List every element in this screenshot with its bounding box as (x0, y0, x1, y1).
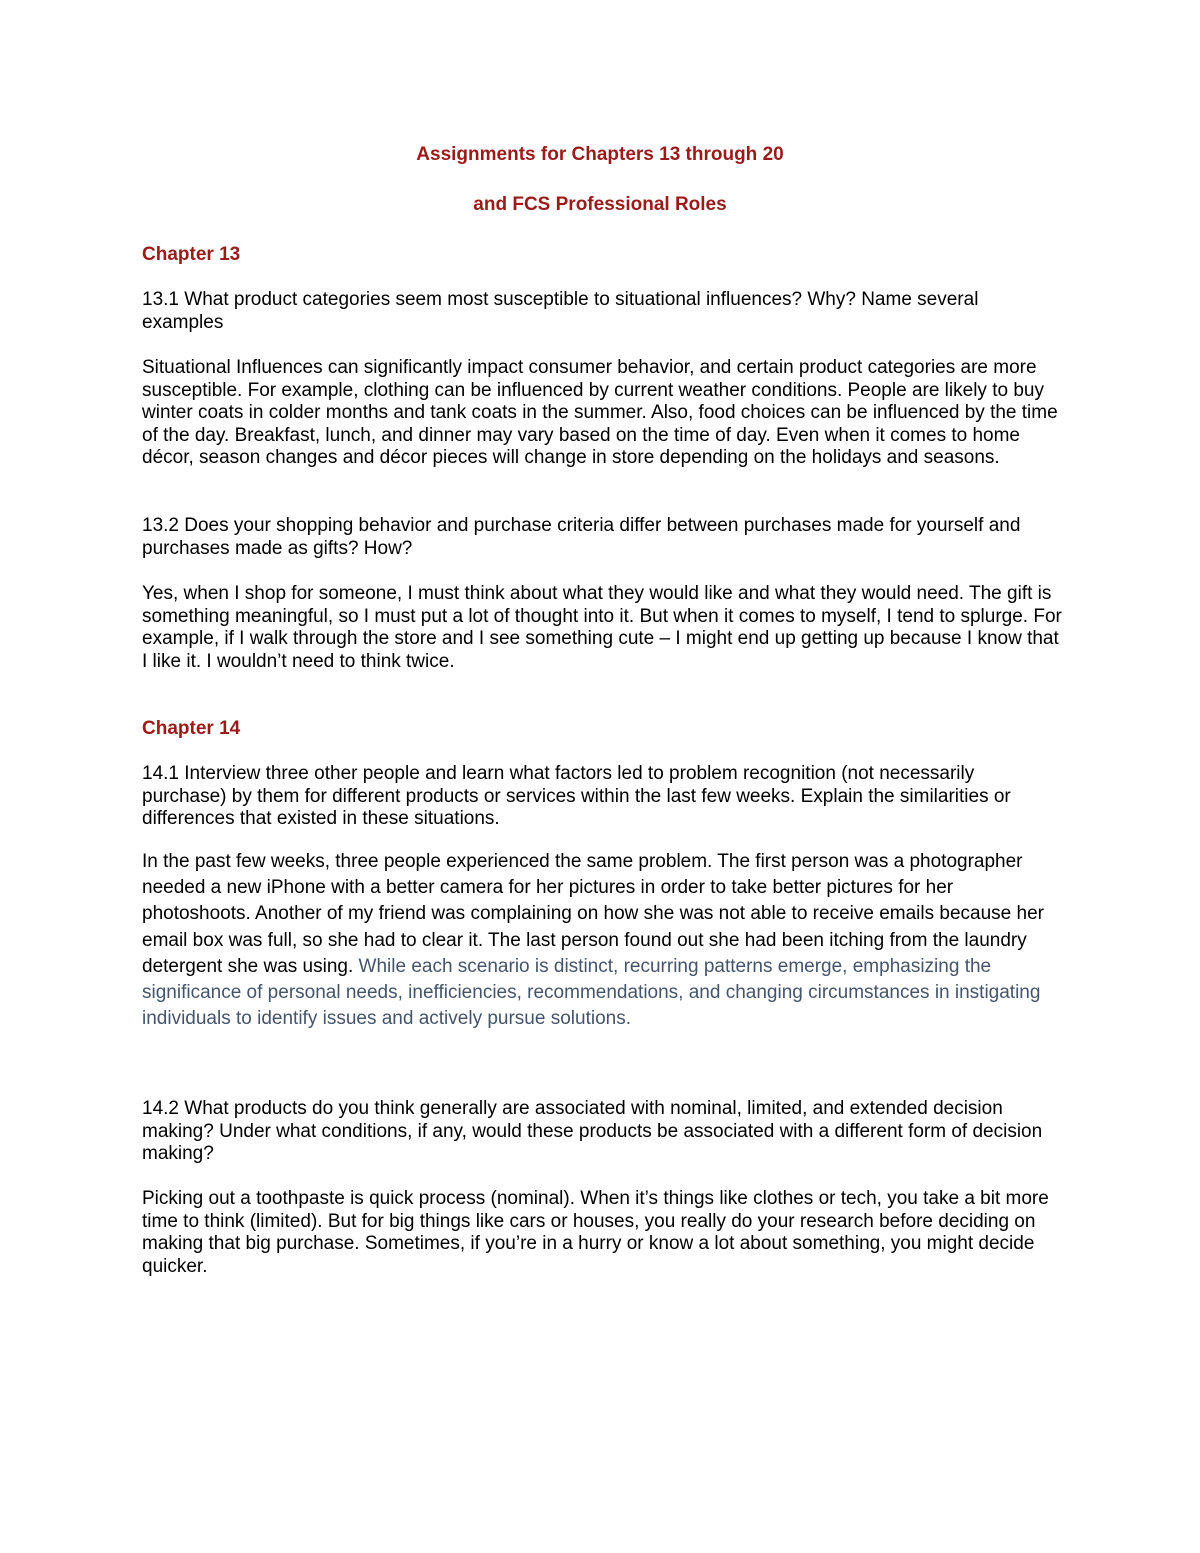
document-title-line-1: Assignments for Chapters 13 through 20 (416, 144, 784, 165)
document-title-line-2: and FCS Professional Roles (473, 194, 727, 215)
answer-14-1-main: In the past few weeks, three people experienced the same problem. The first person was a photographer needed a new iPhone with a better camera for her pictures in order to take better pictures for her photoshoots. Another of my friend was complaining on how she was not able to receive emails because her email box was full, so she had to clear it. The last person found out she had been itching from the laundry detergent she was using. (142, 851, 1044, 977)
question-13-2: 13.2 Does your shopping behavior and purchase criteria differ between purchases made for yourself and purchases made as gifts? How? (142, 515, 1021, 559)
answer-13-2: Yes, when I shop for someone, I must think about what they would like and what they would need. The gift is something meaningful, so I must put a lot of thought into it. But when it comes to myself, I tend to splurge. For example, if I walk through the store and I see something cute – I might end up getting up because I know that I like it. I wouldn’t need to think twice. (142, 583, 1062, 672)
answer-14-1 (142, 849, 1062, 1032)
question-14-2: 14.2 What products do you think generally are associated with nominal, limited, and extended decision making? Under what conditions, if any, would these products be associated with a different form of decision making? (142, 1098, 1043, 1165)
question-13-1: 13.1 What product categories seem most susceptible to situational influences? Why? Name several examples (142, 289, 979, 333)
chapter-14-heading: Chapter 14 (142, 718, 241, 739)
answer-13-1: Situational Influences can significantly impact consumer behavior, and certain product categories are more susceptible. For example, clothing can be influenced by current weather conditions. People are likely to buy winter coats in colder months and tank coats in the summer. Also, food choices can be influenced by the time of the day. Breakfast, lunch, and dinner may vary based on the time of day. Even when it comes to home décor, season changes and décor pieces will change in store depending on the holidays and seasons. (142, 357, 1058, 469)
chapter-13-heading: Chapter 13 (142, 244, 241, 265)
question-14-1: 14.1 Interview three other people and learn what factors led to problem recognition (not necessarily purchase) by them for different products or services within the last few weeks. Explain the similarities or differences that existed in these situations. (142, 763, 1011, 830)
answer-14-2: Picking out a toothpaste is quick process (nominal). When it’s things like clothes or tech, you take a bit more time to think (limited). But for big things like cars or houses, you really do your research before deciding on making that big purchase. Sometimes, if you’re in a hurry or know a lot about something, you might decide quicker. (142, 1188, 1049, 1277)
answer-14-1-summary: While each scenario is distinct, recurring patterns emerge, emphasizing the significance of personal needs, inefficiencies, recommendations, and changing circumstances in instigating individuals to identify issues and actively pursue solutions. (142, 955, 1041, 1030)
